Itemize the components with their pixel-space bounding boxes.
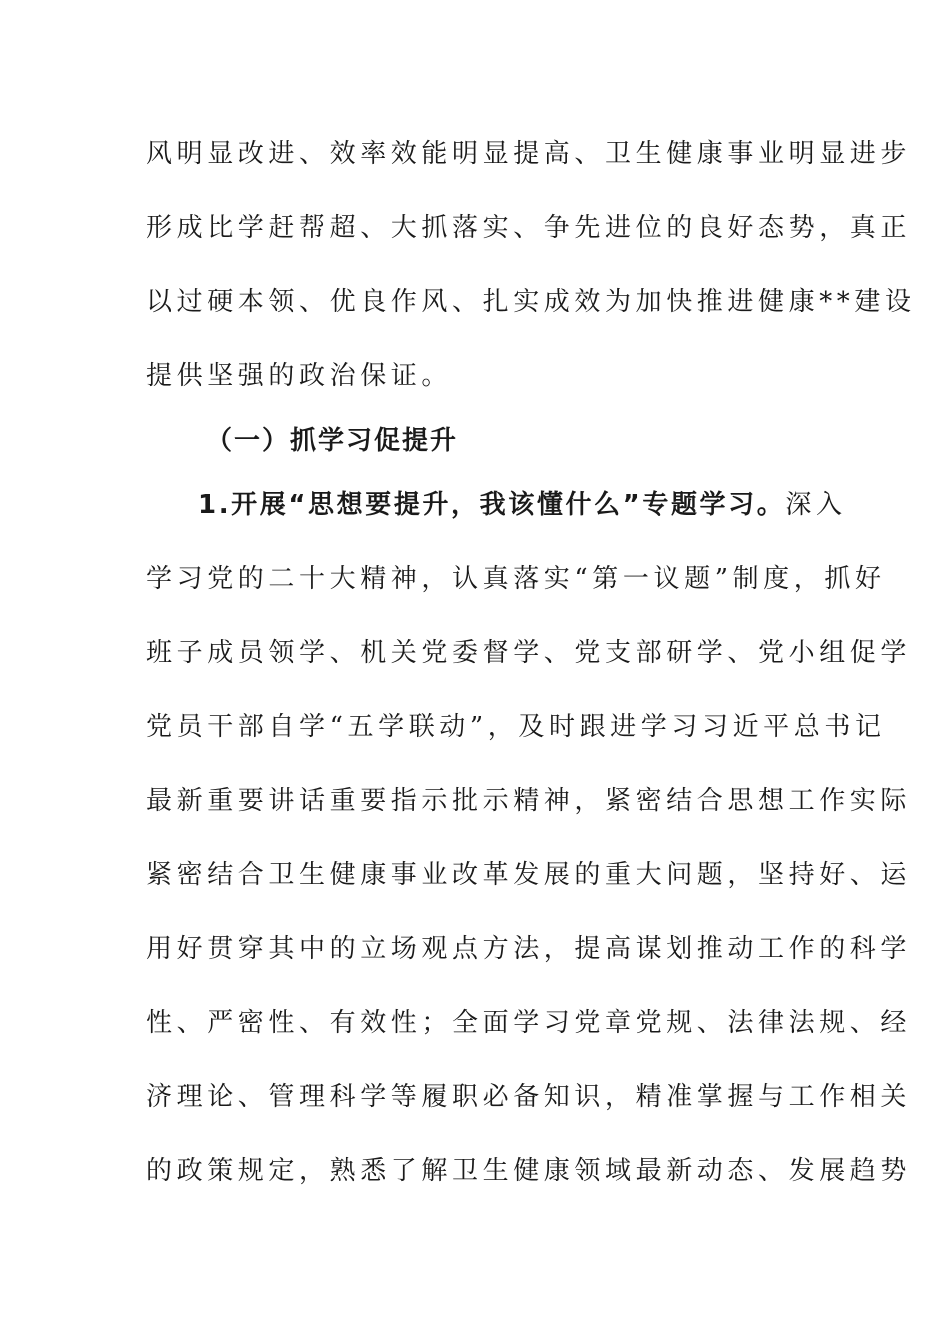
item-lead-line [198,488,847,522]
paragraph-line: 党员干部自学“五学联动”，及时跟进学习习近平总书记 [146,712,886,742]
paragraph-line: 最新重要讲话重要指示批示精神，紧密结合思想工作实际 [146,786,912,816]
item-lead-text: 深入 [785,490,847,520]
paragraph-line: 用好贯穿其中的立场观点方法，提高谋划推动工作的科学 [146,934,912,964]
paragraph-line: 济理论、管理科学等履职必备知识，精准掌握与工作相关 [146,1082,912,1112]
paragraph-line: 学习党的二十大精神，认真落实“第一议题”制度，抓好 [146,564,886,594]
paragraph-line: 提供坚强的政治保证。 [146,361,453,391]
paragraph-line: 性、严密性、有效性；全面学习党章党规、法律法规、经 [146,1008,912,1038]
item-title: 1.开展“思想要提升，我该懂什么”专题学习。 [198,490,786,520]
paragraph-line: 的政策规定，熟悉了解卫生健康领域最新动态、发展趋势 [146,1156,912,1186]
section-heading: （一）抓学习促提升 [206,426,459,456]
paragraph-line: 风明显改进、效率效能明显提高、卫生健康事业明显进步 [146,139,912,169]
paragraph-line: 班子成员领学、机关党委督学、党支部研学、党小组促学 [146,638,912,668]
paragraph-line: 紧密结合卫生健康事业改革发展的重大问题，坚持好、运 [146,860,912,890]
paragraph-line: 形成比学赶帮超、大抓落实、争先进位的良好态势，真正 [146,213,912,243]
paragraph-line: 以过硬本领、优良作风、扎实成效为加快推进健康**建设 [146,287,916,317]
